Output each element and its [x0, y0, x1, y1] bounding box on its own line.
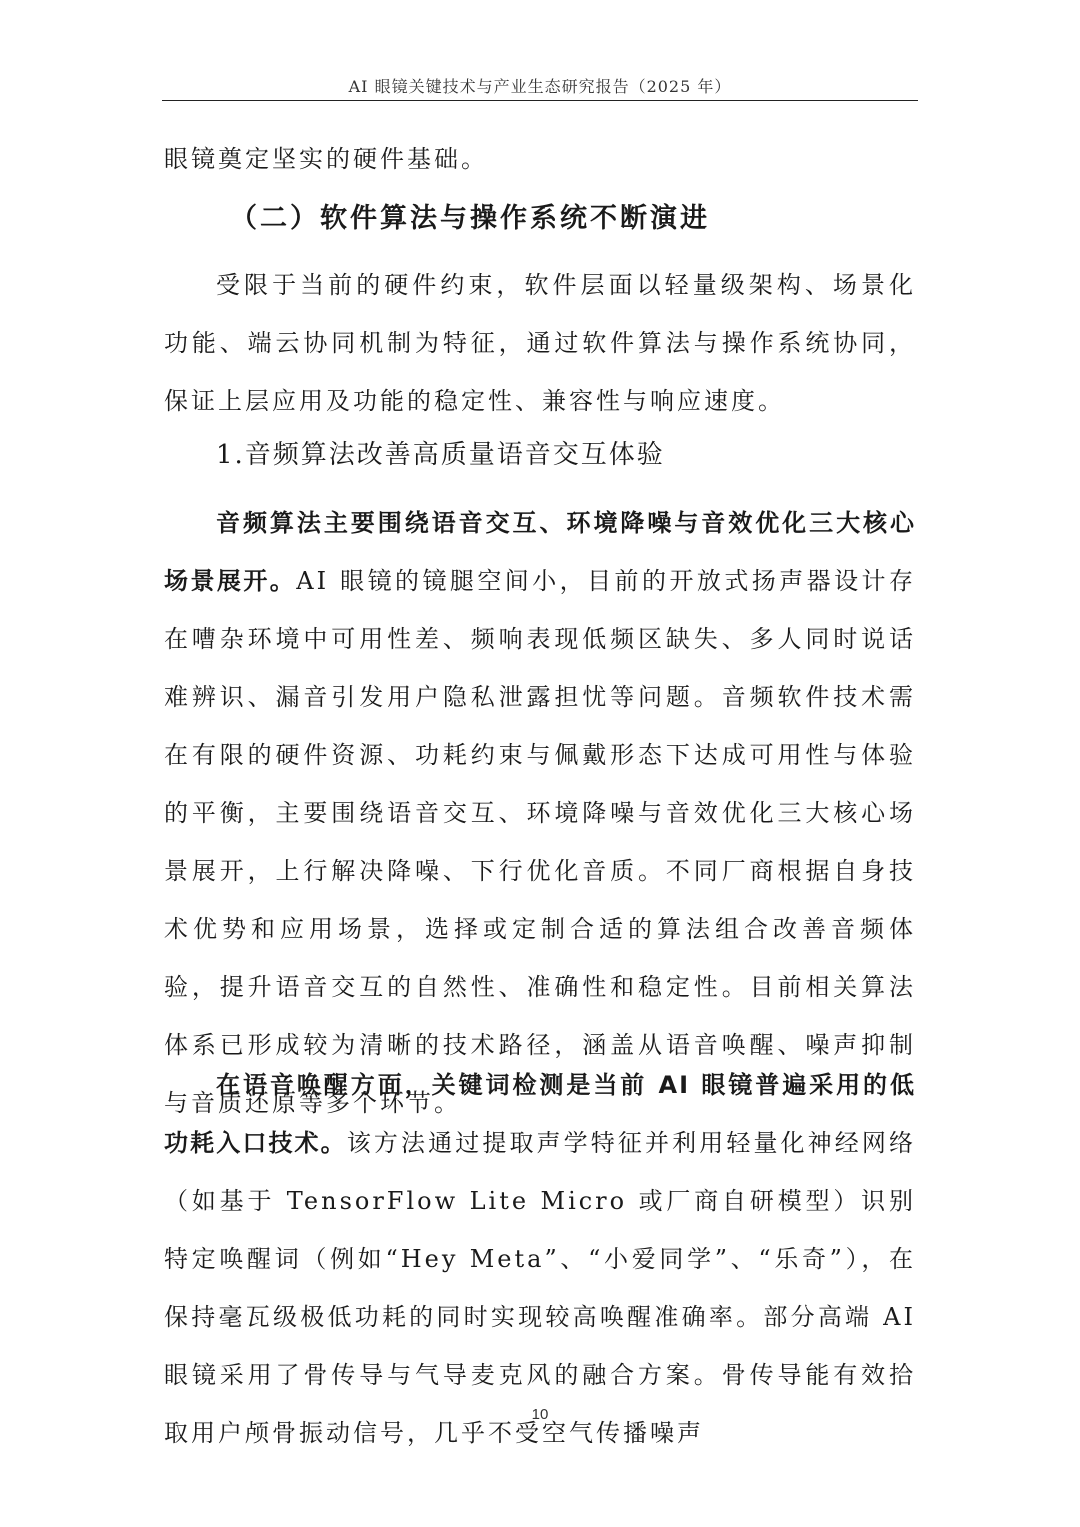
running-header: AI 眼镜关键技术与产业生态研究报告（2025 年） [348, 77, 732, 96]
continuation-paragraph: 眼镜奠定坚实的硬件基础。 [164, 145, 488, 173]
section-heading: （二）软件算法与操作系统不断演进 [230, 203, 710, 234]
header-divider [162, 100, 918, 101]
intro-paragraph: 受限于当前的硬件约束，软件层面以轻量级架构、场景化功能、端云协同机制为特征，通过软件算法与操作系统协同，保证上层应用及功能的稳定性、兼容性与响应速度。 [164, 271, 916, 415]
wakeword-paragraph-lead: 在语音唤醒方面，关键词检测是当前 AI 眼镜普遍采用的低功耗入口技术。 [164, 1071, 916, 1157]
audio-paragraph-body: AI 眼镜的镜腿空间小，目前的开放式扬声器设计存在嘈杂环境中可用性差、频响表现低频区缺失、多人同时说话难辨识、漏音引发用户隐私泄露担忧等问题。音频软件技术需在有限的硬件资源、功耗约束与佩戴形态下达成可用性与体验的平衡，主要围绕语音交互、环境降噪与音效优化三大核心场景展开，上行解决降噪、下行优化音质。不同厂商根据自身技术优势和应用场景，选择或定制合适的算法组合改善音频体验，提升语音交互的自然性、准确性和稳定性。目前相关算法体系已形成较为清晰的技术路径，涵盖从语音唤醒、噪声抑制与音质还原等多个环节。 [164, 567, 917, 1117]
audio-paragraph-lead: 音频算法主要围绕语音交互、环境降噪与音效优化三大核心场景展开。 [164, 509, 916, 595]
audio-paragraph [164, 494, 916, 1132]
wakeword-paragraph [164, 1056, 916, 1462]
subsection-heading: 1.音频算法改善高质量语音交互体验 [216, 440, 665, 470]
page-number: 10 [531, 1406, 549, 1423]
wakeword-paragraph-body: 该方法通过提取声学特征并利用轻量化神经网络（如基于 TensorFlow Lite Micro 或厂商自研模型）识别特定唤醒词（例如“Hey Meta”、“小爱同学”、“乐奇”），在保持毫瓦级极低功耗的同时实现较高唤醒准确率。部分高端 AI 眼镜采用了骨传导与气导麦克风的融合方案。骨传导能有效拾取用户颅骨振动信号，几乎不受空气传播噪声 [164, 1129, 917, 1447]
